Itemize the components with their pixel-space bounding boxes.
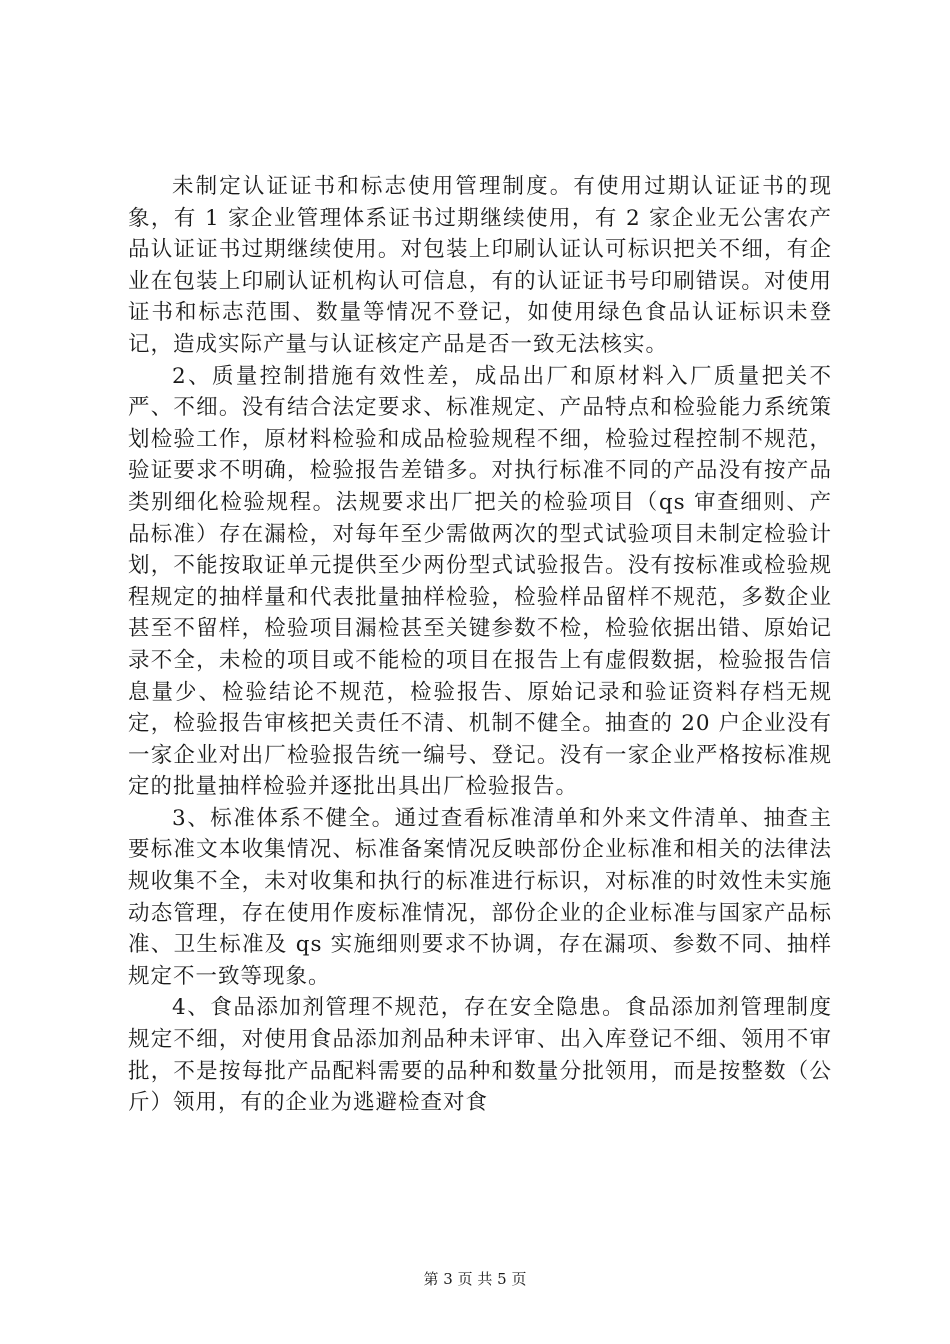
page-number-footer: 第 3 页 共 5 页 — [423, 1270, 527, 1288]
paragraph-standards-system: 3、标准体系不健全。通过查看标准清单和外来文件清单、抽查主要标准文本收集情况、标准备案情况反映部份企业标准和相关的法律法规收集不全，未对收集和执行的标准进行标识，对标准的时效性未实施动态管理，存在使用作废标准情况，部份企业的企业标准与国家产品标准、卫生标准及 qs 实施细则要求不协调，存在漏项、参数不同、抽样规定不一致等现象。 — [128, 805, 832, 989]
paragraph-food-additives: 4、食品添加剂管理不规范，存在安全隐患。食品添加剂管理制度规定不细，对使用食品添加剂品种未评审、出入库登记不细、领用不审批，不是按每批产品配料需要的品种和数量分批领用，而是按整数（公斤）领用，有的企业为逃避检查对食 — [128, 995, 832, 1116]
document-body — [128, 171, 832, 1119]
paragraph-certification: 未制定认证证书和标志使用管理制度。有使用过期认证证书的现象，有 1 家企业管理体系证书过期继续使用，有 2 家企业无公害农产品认证证书过期继续使用。对包装上印刷认证认可标识把关不细，有企业在包装上印刷认证机构认可信息，有的认证证书号印刷错误。对使用证书和标志范围、数量等情况不登记，如使用绿色食品认证标识未登记，造成实际产量与认证核定产品是否一致无法核实。 — [128, 174, 832, 357]
paragraph-quality-control: 2、质量控制措施有效性差，成品出厂和原材料入厂质量把关不严、不细。没有结合法定要求、标准规定、产品特点和检验能力系统策划检验工作，原材料检验和成品检验规程不细，检验过程控制不规范，验证要求不明确，检验报告差错多。对执行标准不同的产品没有按产品类别细化检验规程。法规要求出厂把关的检验项目（qs 审查细则、产品标准）存在漏检，对每年至少需做两次的型式试验项目未制定检验计划，不能按取证单元提供至少两份型式试验报告。没有按标准或检验规程规定的抽样量和代表批量抽样检验，检验样品留样不规范，多数企业甚至不留样，检验项目漏检甚至关键参数不检，检验依据出错、原始记录不全，未检的项目或不能检的项目在报告上有虚假数据，检验报告信息量少、检验结论不规范，检验报告、原始记录和验证资料存档无规定，检验报告审核把关责任不清、机制不健全。抽查的 20 户企业没有一家企业对出厂检验报告统一编号、登记。没有一家企业严格按标准规定的批量抽样检验并逐批出具出厂检验报告。 — [128, 363, 832, 800]
